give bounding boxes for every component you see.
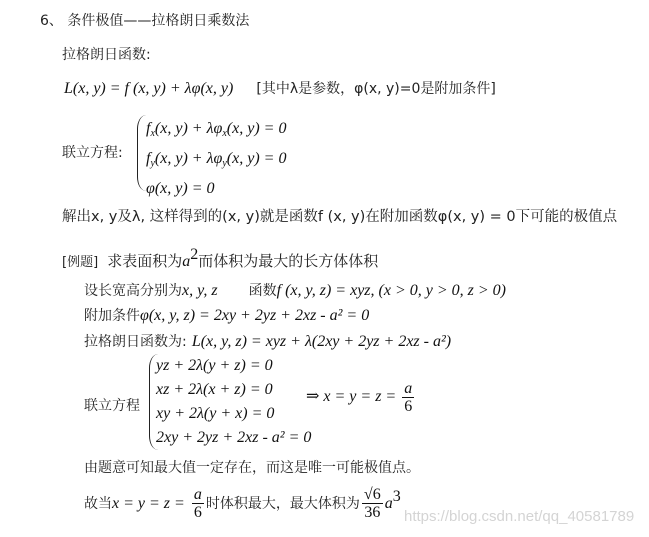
volume-fraction [362,486,383,521]
example-equation-2: xz + 2λ(x + z) = 0 [156,381,273,398]
lagrange-example-line [84,331,451,351]
setup-label: 设长宽高分别为 [84,283,182,299]
conclusion-text: 解出x, y及λ, 这样得到的(x, y)就是函数f (x, y)在附加函数φ(x, y) = 0下可能的极值点 [62,209,618,225]
constraint-label: 附加条件 [84,308,140,324]
result-fraction [402,380,414,415]
constraint-line [84,305,369,325]
function-label: 函数 [248,283,277,299]
example-problem [62,246,378,271]
fraction-numerator: √6 [363,486,381,503]
problem-suffix: 而体积为最大的长方体体积 [198,252,379,270]
result-prefix: ⇒ x = y = z = [306,388,397,406]
function-formula: f (x, y, z) = xyz, (x > 0, y > 0, z > 0) [276,282,506,299]
volume-exp: 3 [392,488,401,505]
section-heading [40,10,249,30]
example-equation-1: yz + 2λ(y + z) = 0 [156,357,273,374]
lagrange-note: [其中λ是参数，φ(x, y)=0是附加条件] [256,81,496,97]
final-prefix: 故当 [84,496,112,512]
example-system-label: 联立方程 [84,398,140,414]
section-title: 条件极值——拉格朗日乘数法 [67,13,250,29]
example-system-equations [156,354,311,450]
final-mid: 时体积最大，最大体积为 [205,496,360,512]
equation-3: φ(x, y) = 0 [146,180,215,197]
example-tag: [例题] [62,255,99,270]
problem-var: a [182,253,191,270]
system-equations [146,116,286,201]
lagrange-label: 拉格朗日函数: [62,47,151,63]
example-equation-3: xy + 2λ(y + x) = 0 [156,405,275,422]
system-label: 联立方程: [62,145,123,161]
fraction-denominator: 6 [404,398,413,415]
final-line [84,486,401,521]
problem-prefix: 求表面积为 [107,252,183,270]
equation-1: $f_x(x$, $y) + \lambda\varphi_x(x$, y) = 0 [146,120,287,139]
existence-text: 由题意可知最大值一定存在，而这是唯一可能极值点。 [84,460,420,476]
volume-var: a [384,495,393,512]
example-result [306,380,416,415]
fraction-denominator: 36 [364,504,381,521]
lagrange-definition [64,78,496,98]
fraction-denominator: 6 [193,504,202,521]
lagrange-example-formula: L(x, y, z) = xyz + λ(2xy + 2yz + 2xz - a²) [191,333,452,350]
setup-line [84,280,506,300]
lagrange-example-label: 拉格朗日函数为: [84,334,187,350]
problem-exp: 2 [190,246,199,263]
section-number: 6、 [40,13,63,29]
fraction-numerator: a [404,380,413,397]
lagrange-formula: L(x, y) = f (x, y) + λφ(x, y) [64,80,234,97]
fraction-numerator: a [193,486,202,503]
example-equation-4: 2xy + 2yz + 2xz - a² = 0 [156,429,312,446]
setup-vars: x, y, z [182,282,218,299]
final-eq: x = y = z = [112,495,185,512]
final-fraction [192,486,204,521]
equation-2: $f_y(x$, $y) + \lambda\varphi_y(x$, y) = 0 [146,150,287,169]
watermark: https://blog.csdn.net/qq_40581789 [404,508,635,525]
constraint-formula: φ(x, y, z) = 2xy + 2yz + 2xz - a² = 0 [140,307,370,324]
